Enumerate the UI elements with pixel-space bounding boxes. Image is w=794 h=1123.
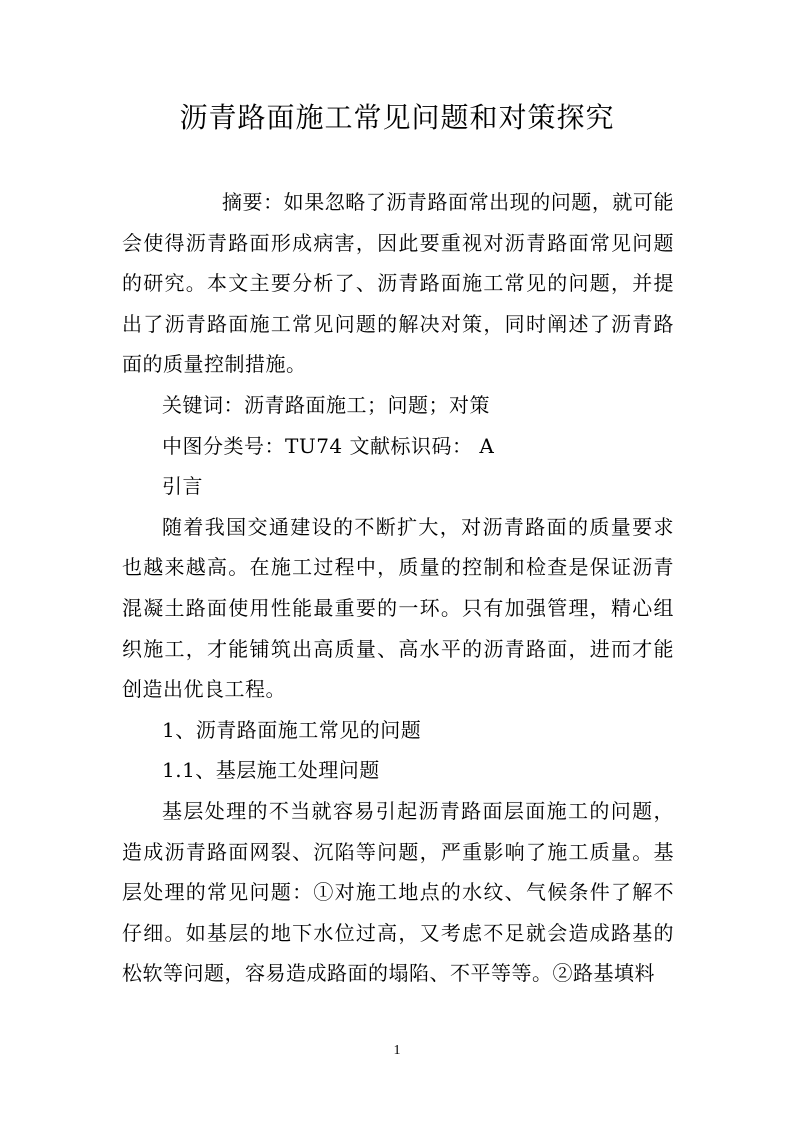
abstract-paragraph: 摘要：如果忽略了沥青路面常出现的问题，就可能会使得沥青路面形成病害，因此要重视对沥青路面常见问题的研究。本文主要分析了、沥青路面施工常见的问题，并提出了沥青路面施工常见问题的解决对策，同时阐述了沥青路面的质量控制措施。 [122,190,674,377]
keywords-line: 关键词：沥青路面施工；问题；对策 [162,392,490,417]
subsection-heading-1-1: 1.1、基层施工处理问题 [162,758,380,783]
document-title: 沥青路面施工常见问题和对策探究 [179,101,615,134]
section-heading-1: 1、沥青路面施工常见的问题 [162,717,422,742]
body-paragraph: 基层处理的不当就容易引起沥青路面层面施工的问题，造成沥青路面网裂、沉陷等问题，严重影响了施工质量。基层处理的常见问题：①对施工地点的水纹、气候条件了解不仔细。如基层的地下水位过高，又考虑不足就会造成路基的松软等问题，容易造成路面的塌陷、不平等等。②路基填料 [122,798,674,986]
page-number: 1 [393,1043,401,1058]
section-heading-introduction: 引言 [162,474,203,499]
document-body [122,182,674,994]
introduction-paragraph: 随着我国交通建设的不断扩大，对沥青路面的质量要求也越来越高。在施工过程中，质量的控制和检查是保证沥青混凝土路面使用性能最重要的一环。只有加强管理，精心组织施工，才能铺筑出高质量、高水平的沥青路面，进而才能创造出优良工程。 [122,514,674,702]
classification-line: 中图分类号：TU74 文献标识码： A [162,433,495,458]
